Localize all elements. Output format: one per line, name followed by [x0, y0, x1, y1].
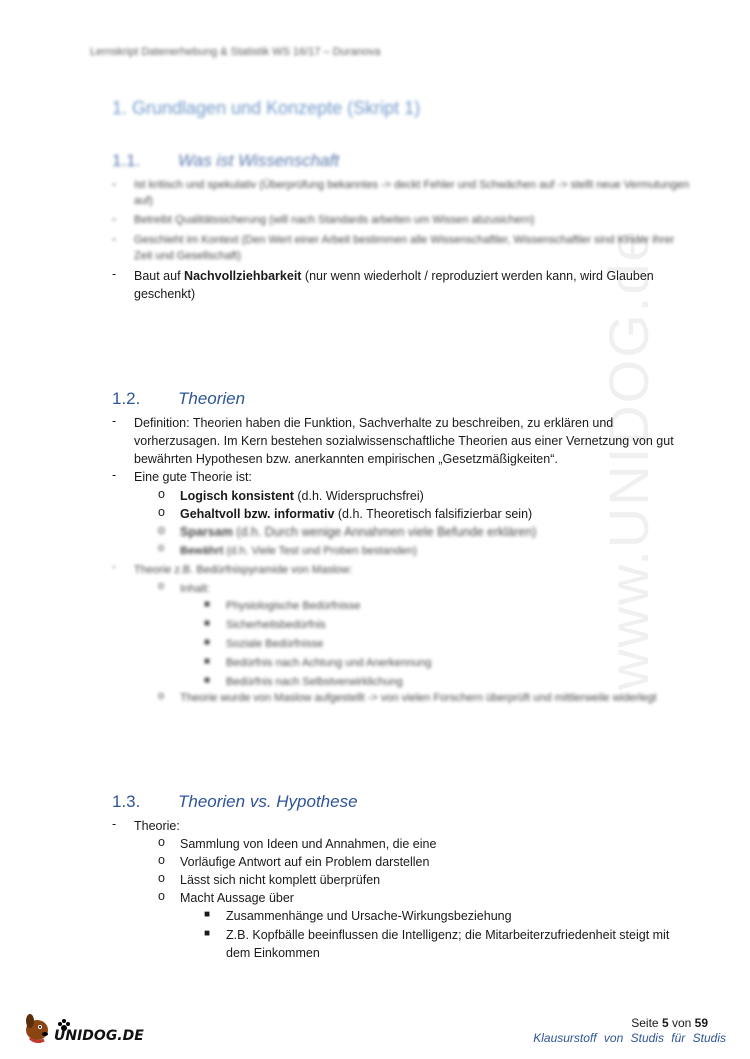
bullet-dash: - — [112, 267, 117, 281]
list-item: Geschieht im Kontext (Den Wert einer Arbeit bestimmen alle Wissenschaftler, Wissenschaftler sind Kinder ihrer Zeit und Gesellschaft) — [134, 234, 675, 262]
bullet-square: ■ — [204, 928, 211, 939]
list-item: Sparsam (d.h. Durch wenige Annahmen viele Befunde erklären) — [180, 525, 537, 539]
list-item: Bedürfnis nach Achtung und Anerkennung — [226, 657, 432, 669]
bullet-dash: - — [112, 177, 117, 191]
bullet-square: ■ — [204, 909, 211, 920]
section-number: 1.1. — [112, 151, 141, 170]
bullet-circle: o — [158, 523, 165, 537]
logo-text: UNIDOG.DE — [54, 1028, 144, 1044]
bullet-circle: o — [158, 690, 165, 702]
list-item: Macht Aussage über — [180, 891, 294, 905]
footer-tagline: Klausurstoff von Studis für Studis — [533, 1031, 726, 1045]
list-item: Theorie: — [134, 819, 180, 833]
section-number: 1.3. — [112, 792, 141, 811]
bullet-circle: o — [158, 871, 165, 885]
list-item: Zusammenhänge und Ursache-Wirkungsbeziehung — [226, 909, 512, 923]
bullet-dash: - — [112, 468, 117, 482]
list-item: Betreibt Qualitätssicherung (will nach Standards arbeiten um Wissen abzusichern) — [134, 214, 535, 226]
section-number: 1.2. — [112, 389, 141, 408]
unidog-logo — [22, 1010, 152, 1046]
section-title: Was ist Wissenschaft — [178, 151, 340, 170]
list-item: Bedürfnis nach Selbstverwirklichung — [226, 676, 403, 688]
list-item: Sicherheitsbedürfnis — [226, 619, 326, 631]
list-item: Lässt sich nicht komplett überprüfen — [180, 873, 381, 887]
list-item: Soziale Bedürfnisse — [226, 638, 324, 650]
bullet-square: ■ — [204, 618, 211, 629]
bullet-dash: - — [112, 561, 116, 573]
list-item: Gehaltvoll bzw. informativ (d.h. Theoretisch falsifizierbar sein) — [180, 507, 533, 521]
list-item: Theorie wurde von Maslow aufgestellt -> von vielen Forschern überprüft und mittlerweile widerlegt — [180, 692, 657, 704]
page-number: Seite 5 von 59 — [631, 1016, 708, 1030]
bullet-circle: o — [158, 487, 165, 501]
bullet-square: ■ — [204, 656, 211, 667]
bullet-circle: o — [158, 505, 165, 519]
bullet-circle: o — [158, 835, 165, 849]
watermark: www.UNIDOG.de — [597, 228, 660, 690]
list-item: Inhalt: — [180, 583, 210, 595]
definition-text: Definition: Theorien haben die Funktion, Sachverhalte zu beschreiben, zu erklären und vorherzusagen. Im Kern bestehen sozialwissenschaftliche Theorien aus einer Vernetzung von gut bewährten Hypothesen bzw. anerkannten empirischen „Gesetzmäßigkeiten“. — [134, 416, 674, 466]
running-header: Lernskript Datenerhebung & Statistik WS 16/17 – Duranova — [90, 46, 381, 58]
list-item: Z.B. Kopfbälle beeinflussen die Intelligenz; die Mitarbeiterzufriedenheit steigt mit dem Einkommen — [226, 928, 670, 960]
list-item: Physiologische Bedürfnisse — [226, 600, 361, 612]
bullet-square: ■ — [204, 637, 211, 648]
list-item: Baut auf Nachvollziehbarkeit (nur wenn wiederholt / reproduziert werden kann, wird Glauben geschenkt) — [134, 269, 654, 301]
list-item: Eine gute Theorie ist: — [134, 470, 252, 484]
list-item: Theorie z.B. Bedürfnispyramide von Maslow: — [134, 564, 353, 576]
section-1-1-heading — [112, 151, 339, 171]
section-1-2-heading — [112, 389, 245, 409]
bullet-dash: - — [112, 212, 117, 226]
list-item: Bewährt (d.h. Viele Test und Proben bestanden) — [180, 545, 417, 557]
bullet-circle: o — [158, 580, 165, 592]
bullet-dash: - — [112, 414, 117, 428]
bullet-square: ■ — [204, 675, 211, 686]
list-item: Logisch konsistent (d.h. Widerspruchsfrei) — [180, 489, 424, 503]
list-item: Vorläufige Antwort auf ein Problem darstellen — [180, 855, 430, 869]
bullet-square: ■ — [204, 599, 211, 610]
section-1-heading: 1. Grundlagen und Konzepte (Skript 1) — [112, 98, 421, 118]
bullet-circle: o — [158, 853, 165, 867]
bullet-dash: - — [112, 232, 117, 246]
section-title: Theorien vs. Hypothese — [178, 792, 358, 811]
section-1-3-heading — [112, 792, 358, 812]
list-item: Ist kritisch und spekulativ (Überprüfung bekanntes -> deckt Fehler und Schwächen auf -> stellt neue Vermutungen auf) — [134, 179, 690, 207]
bullet-circle: o — [158, 889, 165, 903]
section-title: Theorien — [178, 389, 246, 408]
bullet-circle: o — [158, 542, 165, 554]
list-item: Sammlung von Ideen und Annahmen, die eine — [180, 837, 437, 851]
bullet-dash: - — [112, 817, 117, 831]
